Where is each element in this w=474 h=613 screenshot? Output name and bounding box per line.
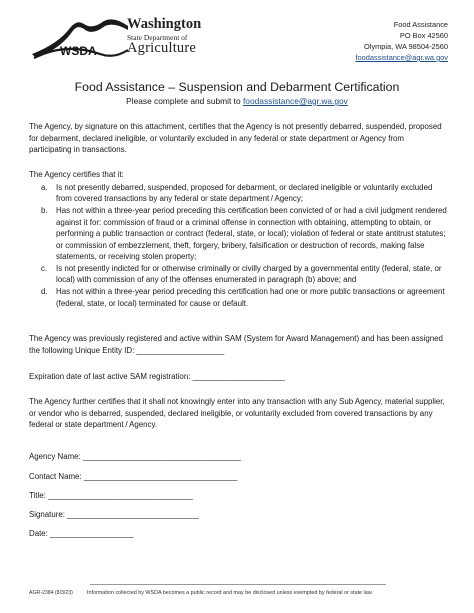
- page-subtitle: [0, 96, 474, 106]
- list-marker: a.: [41, 183, 48, 192]
- list-item: [29, 263, 449, 286]
- list-item: [29, 286, 449, 309]
- date-field[interactable]: Date: ___________________: [29, 529, 134, 538]
- list-marker: d.: [41, 287, 48, 297]
- list-item: [29, 182, 449, 205]
- list-marker: c.: [41, 263, 48, 273]
- list-item: [29, 205, 449, 262]
- certification-list: [29, 182, 449, 309]
- logo-state: Washington: [127, 16, 202, 32]
- contact-line-3: Olympia, WA 98504-2560: [364, 42, 448, 51]
- further-paragraph: The Agency further certifies that it shall not knowingly enter into any transaction with any Sub Agency, material supplier, or vendor who is debarred, suspended, declared ineligible, or voluntarily excluded from covered transactions by any federal or state department / Agency.: [29, 397, 445, 429]
- logo-wordmark: [127, 17, 201, 56]
- list-item-text: Has not within a three-year period preceding this certification been convicted of or had a civil judgment rendered against it for: commission of fraud or a criminal offense in connection with obtaining, attempting to obtain, or performing a public transaction or contract (federal, state, or local); violation of federal or state antitrust statutes; or commission of embezzlement, theft, forgery, bribery, falsification or destruction of records, making false statements, or receiving stolen property;: [56, 206, 447, 261]
- page-title: Food Assistance – Suspension and Debarment Certification: [74, 80, 400, 94]
- sam-paragraph: The Agency was previously registered and active within SAM (System for Award Management) and has been assigned the following Unique Entity ID: ____________________: [29, 334, 443, 355]
- contact-name-field[interactable]: Contact Name: ___________________________________: [29, 472, 238, 481]
- title-field[interactable]: Title: _________________________________: [29, 491, 193, 500]
- certifies-lead: The Agency certifies that it:: [29, 170, 124, 179]
- subtitle-text: Please complete and submit to: [126, 96, 243, 106]
- contact-block: [355, 19, 448, 63]
- logo-badge: WSDA: [60, 44, 97, 58]
- public-record-notice: Information collected by WSDA becomes a public record and may be disclosed unless exempted by federal or state law.: [87, 590, 373, 596]
- list-item-text: Has not within a three-year period preceding this certification had one or more public transactions or agreement (federal, state, or local) terminated for cause or default.: [56, 287, 445, 308]
- contact-line-1: Food Assistance: [393, 20, 448, 29]
- subtitle-email-link[interactable]: foodassistance@agr.wa.gov: [242, 96, 348, 106]
- agency-name-field[interactable]: Agency Name: ____________________________________: [29, 452, 241, 461]
- list-marker: b.: [41, 206, 48, 216]
- signature-field[interactable]: Signature: ______________________________: [29, 510, 199, 519]
- intro-paragraph: The Agency, by signature on this attachment, certifies that the Agency is not presently debarred, suspended, proposed for debarment, declared ineligible, or voluntarily excluded in any federal or state department or Agency from participating in transactions.: [29, 122, 442, 154]
- footer-divider: [90, 584, 386, 585]
- list-item-text: Is not presently indicted for or otherwise criminally or civilly charged by a governmental entity (federal, state, or local) with commission of any of the offenses enumerated in paragraph (b) above; and: [56, 263, 442, 285]
- mountain-logo-icon: [30, 14, 130, 64]
- contact-email-link[interactable]: foodassistance@agr.wa.gov: [355, 53, 448, 62]
- expiration-line: Expiration date of last active SAM registration: _____________________: [29, 372, 285, 381]
- logo-dept: State Department of: [127, 32, 188, 42]
- logo-agency: Agriculture: [127, 40, 197, 56]
- form-code: AGR-2384 (8/3/23): [29, 590, 73, 596]
- contact-line-2: PO Box 42560: [399, 31, 448, 40]
- list-item-text: Is not presently debarred, suspended, proposed for debarment, or declared ineligible or voluntarily excluded from covered transactions by any federal or state department / Agency;: [56, 183, 433, 204]
